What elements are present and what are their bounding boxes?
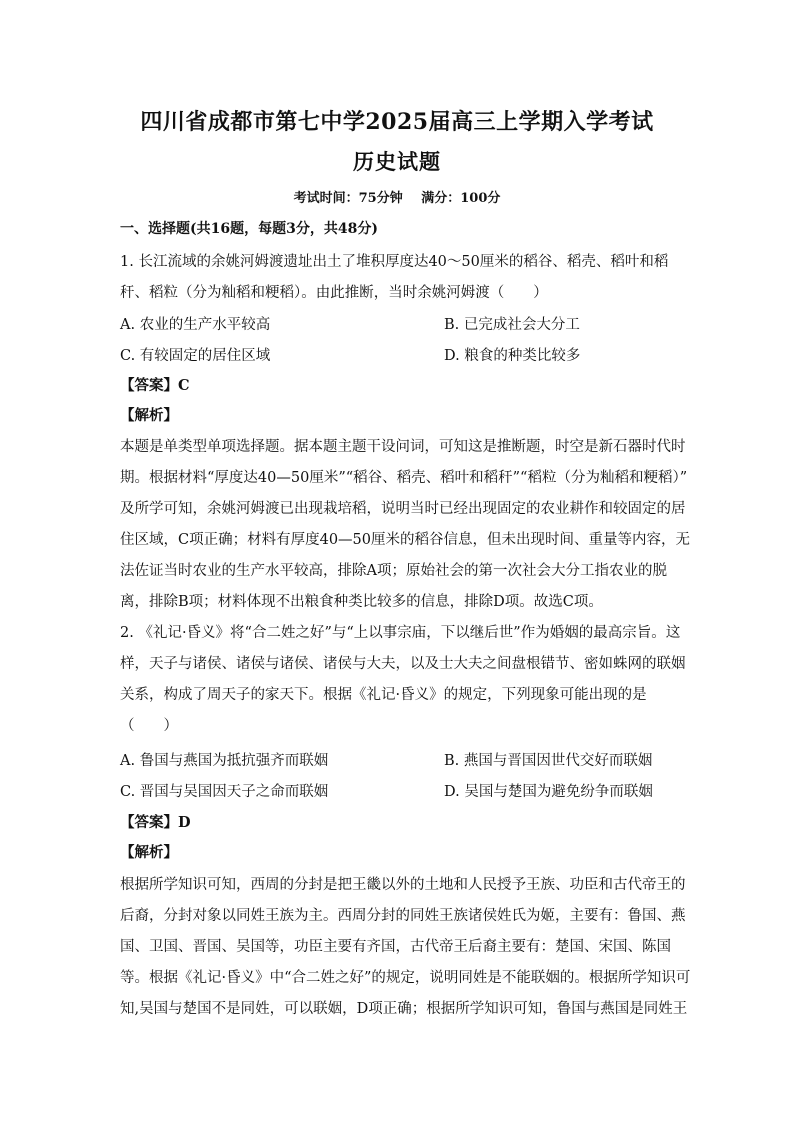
exam-time: 考试时间：75分钟 bbox=[293, 191, 403, 206]
q1-answer: 【答案】C bbox=[120, 377, 190, 394]
q1-stem-line: 1. 长江流域的余姚河姆渡遗址出土了堆积厚度达40～50厘米的稻谷、稻壳、稻叶和稻 bbox=[120, 254, 669, 270]
q1-analysis-line: 住区域，C项正确；材料有厚度40—50厘米的稻谷信息，但未出现时间、重量等内容，无 bbox=[120, 532, 690, 548]
q1-analysis-label: 【解析】 bbox=[120, 407, 178, 424]
page-subtitle: 历史试题 bbox=[353, 149, 441, 174]
q2-analysis-label: 【解析】 bbox=[120, 844, 178, 861]
q1-stem-line: 秆、稻粒（分为籼稻和粳稻）。由此推断，当时余姚河姆渡（ ） bbox=[120, 285, 548, 301]
page-title: 四川省成都市第七中学2025届高三上学期入学考试 bbox=[140, 109, 654, 135]
q2-stem-line: 关系，构成了周天子的家天下。根据《礼记·昏义》的规定，下列现象可能出现的是 bbox=[120, 687, 647, 703]
q1-analysis-line: 离，排除B项；材料体现不出粮食种类比较多的信息，排除D项。故选C项。 bbox=[120, 594, 603, 610]
section-heading: 一、选择题(共16题，每题3分，共48分) bbox=[120, 221, 378, 237]
q1-analysis-line: 期。根据材料“厚度达40—50厘米”“稻谷、稻壳、稻叶和稻秆”“稻粒（分为籼稻和粳稻）” bbox=[120, 470, 688, 486]
q1-option-a: A. 农业的生产水平较高 bbox=[120, 317, 271, 333]
q2-option-c: C. 晋国与吴国因天子之命而联姻 bbox=[120, 784, 329, 800]
q2-option-b: B. 燕国与晋国因世代交好而联姻 bbox=[444, 753, 653, 769]
q2-analysis-line: 等。根据《礼记·昏义》中“合二姓之好”的规定，说明同姓是不能联姻的。根据所学知识可 bbox=[120, 970, 691, 986]
q2-stem-line: 2. 《礼记·昏义》将“合二姓之好”与“上以事宗庙，下以继后世”作为婚姻的最高宗旨。这 bbox=[120, 625, 681, 641]
q2-stem-line: （ ） bbox=[120, 718, 178, 734]
exam-info bbox=[0, 187, 794, 206]
q2-analysis-line: 知,吴国与楚国不是同姓，可以联姻，D项正确；根据所学知识可知，鲁国与燕国是同姓王 bbox=[120, 1001, 688, 1017]
q1-option-b: B. 已完成社会大分工 bbox=[444, 317, 580, 333]
q1-option-c: C. 有较固定的居住区域 bbox=[120, 348, 271, 364]
q1-analysis-line: 本题是单类型单项选择题。据本题主题干设问词，可知这是推断题，时空是新石器时代时 bbox=[120, 439, 686, 455]
q2-option-d: D. 吴国与楚国为避免纷争而联姻 bbox=[444, 784, 653, 800]
q2-stem-line: 样，天子与诸侯、诸侯与诸侯、诸侯与大夫，以及士大夫之间盘根错节、密如蛛网的联姻 bbox=[120, 656, 686, 672]
q2-analysis-line: 国、卫国、晋国、吴国等，功臣主要有齐国，古代帝王后裔主要有：楚国、宋国、陈国 bbox=[120, 939, 671, 955]
full-score: 满分：100分 bbox=[421, 191, 501, 206]
q1-option-d: D. 粮食的种类比较多 bbox=[444, 348, 581, 364]
q2-analysis-line: 根据所学知识可知，西周的分封是把王畿以外的土地和人民授予王族、功臣和古代帝王的 bbox=[120, 877, 686, 893]
q1-analysis-line: 及所学可知，余姚河姆渡已出现栽培稻，说明当时已经出现固定的农业耕作和较固定的居 bbox=[120, 501, 686, 517]
q2-answer: 【答案】D bbox=[120, 814, 191, 831]
q1-analysis-line: 法佐证当时农业的生产水平较高，排除A项；原始社会的第一次社会大分工指农业的脱 bbox=[120, 563, 667, 579]
q2-analysis-line: 后裔，分封对象以同姓王族为主。西周分封的同姓王族诸侯姓氏为姬，主要有：鲁国、燕 bbox=[120, 908, 686, 924]
q2-option-a: A. 鲁国与燕国为抵抗强齐而联姻 bbox=[120, 753, 329, 769]
